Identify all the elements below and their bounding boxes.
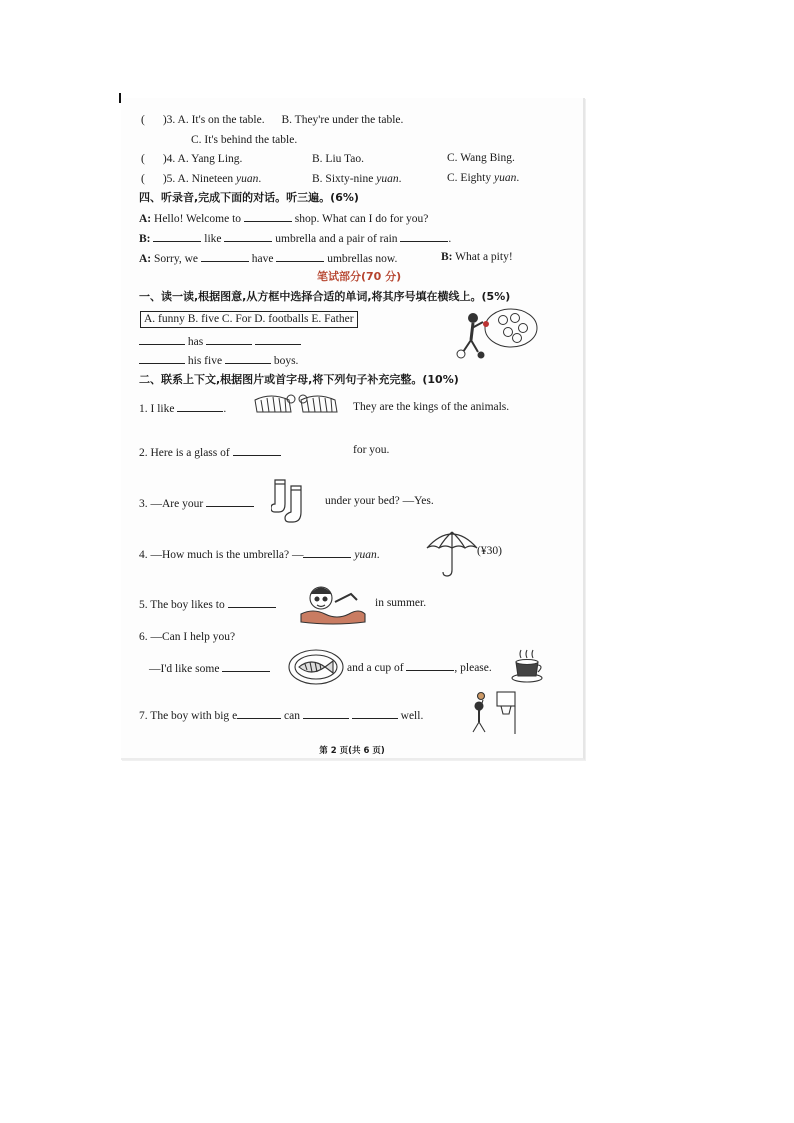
dialog-text: Sorry, we <box>154 253 198 265</box>
section4-title: 四、听录音,完成下面的对话。听三遍。(6%) <box>139 191 359 204</box>
blank-s1-2[interactable] <box>206 334 252 345</box>
q4-option-b-label: B. <box>312 153 323 165</box>
answer-paren: ( <box>141 153 145 165</box>
q-text: 7. The boy with big <box>139 710 230 722</box>
blank-subject[interactable] <box>153 231 201 242</box>
dialog-a2 <box>139 251 397 266</box>
tiger-icon <box>251 390 341 418</box>
blank-q7-1[interactable] <box>237 708 281 719</box>
blank-rain-item[interactable] <box>400 231 448 242</box>
q-text: well. <box>400 710 424 722</box>
period: . <box>376 549 380 561</box>
q-text: 3. —Are your <box>139 498 204 510</box>
listening-q4 <box>141 152 242 166</box>
speaker-b: B: <box>441 251 453 263</box>
q-text: can <box>284 710 301 722</box>
listening-q3 <box>141 113 403 127</box>
s2-q3 <box>139 496 254 511</box>
blank-s1-3[interactable] <box>255 334 301 345</box>
dialog-text: umbrella and a pair of rain <box>275 233 398 245</box>
written-part-title: 笔试部分(70 分) <box>317 270 402 283</box>
s1-line1 <box>139 334 301 349</box>
dialog-b2 <box>441 250 513 264</box>
blank-s1-4[interactable] <box>139 353 185 364</box>
period: . <box>223 403 227 415</box>
q4-number: )4. A. <box>162 153 189 165</box>
blank-quantity[interactable] <box>276 251 324 262</box>
q4-option-b-wrap <box>312 152 364 166</box>
speaker-a: A: <box>139 253 152 265</box>
s2-q1-after: They are the kings of the animals. <box>353 401 510 413</box>
q5-option-c-wrap <box>447 171 519 185</box>
dialog-text: umbrellas now. <box>327 253 398 265</box>
q4-option-c: Wang Bing. <box>460 152 515 164</box>
yuan-word: yuan <box>235 173 259 185</box>
blank-verb[interactable] <box>201 251 249 262</box>
word-box: A. funny B. five C. For D. footballs E. Father <box>140 311 358 328</box>
dialog-text: What a pity! <box>455 251 513 263</box>
s1-text: boys. <box>273 355 299 367</box>
answer-paren: ( <box>141 114 145 126</box>
speaker-a: A: <box>139 213 152 225</box>
period: . <box>258 173 262 185</box>
blank-s1-1[interactable] <box>139 334 185 345</box>
s2-q6-line1: 6. —Can I help you? <box>139 631 236 643</box>
blank-q7-2[interactable] <box>303 708 349 719</box>
blank-q6-drink[interactable] <box>406 660 454 671</box>
q-text: 4. —How much is the umbrella? — <box>139 549 304 561</box>
q5-option-b-wrap <box>312 172 401 186</box>
q3-option-c-label: C. <box>191 134 202 146</box>
q4-option-c-wrap <box>447 151 515 165</box>
q4-option-c-label: C. <box>447 152 458 164</box>
q3-option-b: They're under the table. <box>294 114 404 126</box>
yuan-word: yuan <box>376 173 399 185</box>
period: . <box>516 172 520 184</box>
q3-option-a: It's on the table. <box>191 114 265 126</box>
basketball-boy-icon <box>467 690 521 736</box>
blank-q2[interactable] <box>233 445 281 456</box>
s1-text: has <box>187 336 204 348</box>
s2-q7 <box>139 708 423 723</box>
listening-q3-c <box>191 133 297 147</box>
blank-shop-name[interactable] <box>244 211 292 222</box>
football-family-icon <box>453 306 539 360</box>
q-text: 2. Here is a glass of <box>139 447 230 459</box>
swimming-boy-icon <box>299 578 367 626</box>
yuan-word: yuan <box>493 172 517 184</box>
s2-q4 <box>139 547 380 562</box>
blank-q6-food[interactable] <box>222 661 270 672</box>
s2-q1 <box>139 401 226 416</box>
dialog-text: Hello! Welcome to <box>154 213 242 225</box>
q-text: 5. The boy likes to <box>139 599 225 611</box>
dialog-text: shop. What can I do for you? <box>294 213 429 225</box>
q5-option-a: Nineteen <box>191 173 234 185</box>
q5-option-c: Eighty <box>460 172 492 184</box>
q-text: 1. I like <box>139 403 175 415</box>
q4-option-b: Liu Tao. <box>325 153 365 165</box>
s1-text: his five <box>187 355 223 367</box>
dialog-text: like <box>204 233 222 245</box>
q-text: , please. <box>454 662 492 674</box>
s1-line2 <box>139 353 298 368</box>
blank-q5[interactable] <box>228 597 276 608</box>
q5-number: )5. A. <box>162 173 189 185</box>
blank-q4[interactable] <box>303 547 351 558</box>
blank-q7-3[interactable] <box>352 708 398 719</box>
q3-option-b-label: B. <box>281 114 292 126</box>
blank-article[interactable] <box>224 231 272 242</box>
s2-q3-after: under your bed? —Yes. <box>325 495 434 507</box>
page-footer: 第 2 页(共 6 页) <box>319 746 385 756</box>
s2-q4-price: (¥30) <box>477 545 502 557</box>
fish-plate-icon <box>287 648 345 686</box>
q4-option-a: Yang Ling. <box>191 153 243 165</box>
section2-title: 二、联系上下文,根据图片或首字母,将下列句子补充完整。(10%) <box>139 373 459 386</box>
s2-q2-after: for you. <box>353 444 390 456</box>
q5-option-c-label: C. <box>447 172 458 184</box>
blank-q3[interactable] <box>206 496 254 507</box>
q-text: and a cup of <box>347 662 404 674</box>
dialog-text: have <box>251 253 274 265</box>
dialog-b1 <box>139 231 451 246</box>
period: . <box>398 173 402 185</box>
s2-q2 <box>139 445 281 460</box>
first-letter-hint: e <box>232 710 238 722</box>
s2-q5-after: in summer. <box>375 597 427 609</box>
s2-q5 <box>139 597 276 612</box>
umbrella-icon <box>425 526 479 578</box>
q5-option-b-label: B. <box>312 173 323 185</box>
q-text: —I'd like some <box>149 663 220 675</box>
dialog-a1 <box>139 211 428 226</box>
blank-s1-5[interactable] <box>225 353 271 364</box>
q3-number: )3. A. <box>162 114 189 126</box>
listening-q5 <box>141 172 261 186</box>
exam-page <box>121 98 585 760</box>
yuan-word: yuan <box>354 549 377 561</box>
q5-option-b: Sixty-nine <box>325 173 374 185</box>
answer-paren: ( <box>141 173 145 185</box>
speaker-b: B: <box>139 233 151 245</box>
period: . <box>448 233 452 245</box>
coffee-cup-icon <box>511 648 547 684</box>
section1-title: 一、读一读,根据图意,从方框中选择合适的单词,将其序号填在横线上。(5%) <box>139 290 511 303</box>
q3-option-c: It's behind the table. <box>204 134 298 146</box>
s2-q6-line2 <box>149 661 270 676</box>
socks-icon <box>271 478 315 526</box>
s2-q6-rest <box>347 660 492 675</box>
blank-q1[interactable] <box>177 401 223 412</box>
